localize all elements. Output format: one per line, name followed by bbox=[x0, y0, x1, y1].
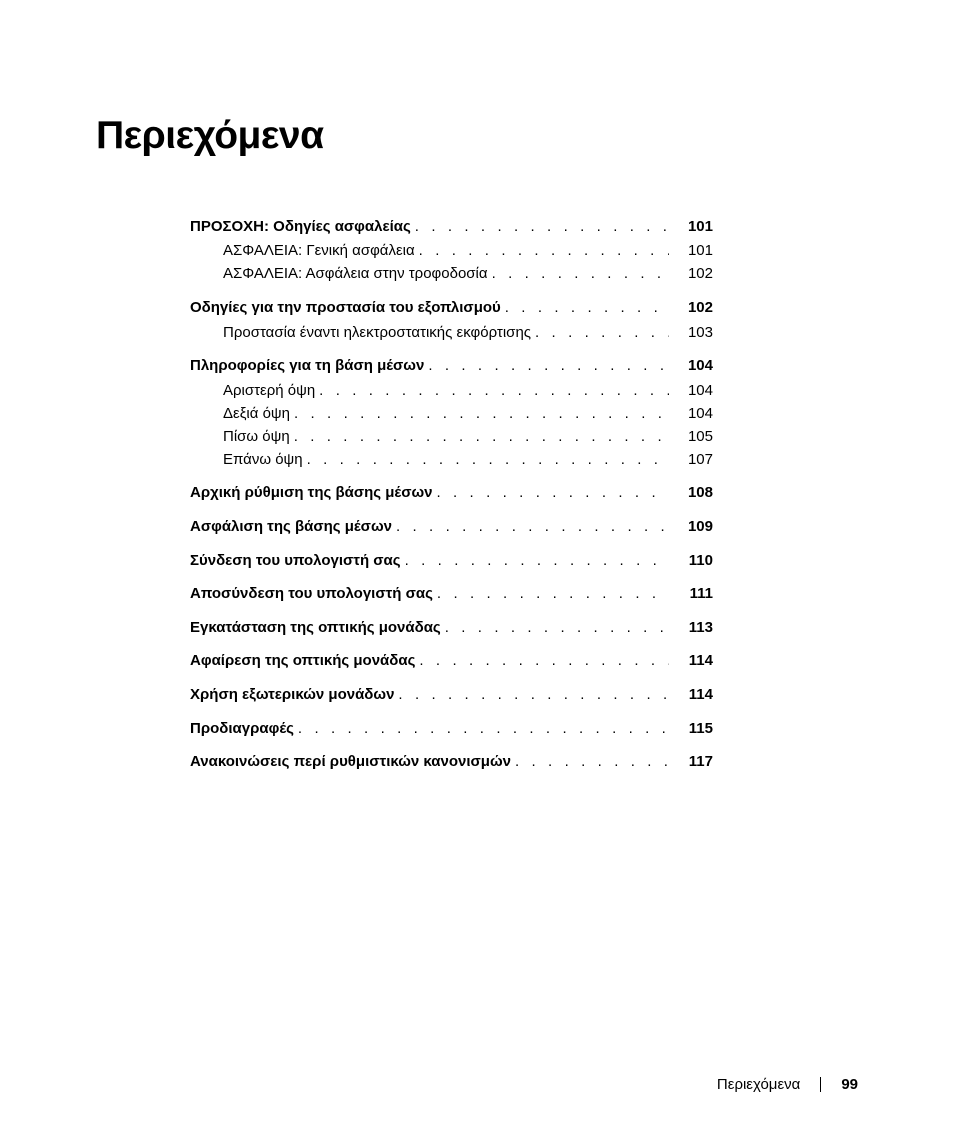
toc-entry-page: 113 bbox=[688, 619, 713, 636]
toc-entry-label: Επάνω όψη bbox=[223, 451, 303, 468]
toc-dot-leader bbox=[319, 380, 669, 402]
toc-entry-label: ΠΡΟΣΟΧΗ: Οδηγίες ασφαλείας bbox=[190, 218, 411, 235]
toc-subentry[interactable] bbox=[223, 380, 713, 402]
toc-dot-leader bbox=[415, 216, 669, 238]
toc-dot-leader bbox=[492, 263, 669, 285]
toc-entry-page: 104 bbox=[687, 357, 713, 374]
footer-section-title: Περιεχόμενα bbox=[716, 1076, 801, 1093]
footer-page-number: 99 bbox=[841, 1076, 858, 1093]
toc-entry-page: 108 bbox=[687, 484, 713, 501]
toc-entry[interactable] bbox=[190, 751, 713, 773]
toc-dot-leader bbox=[398, 684, 669, 706]
toc-entry-label: Ανακοινώσεις περί ρυθμιστικών κανονισμών bbox=[190, 753, 511, 770]
toc-subentry[interactable] bbox=[223, 403, 713, 425]
toc-entry-label: Οδηγίες για την προστασία του εξοπλισμού bbox=[190, 299, 501, 316]
toc-dot-leader bbox=[437, 583, 669, 605]
page-footer bbox=[717, 1076, 858, 1093]
toc-dot-leader bbox=[294, 426, 669, 448]
toc-dot-leader bbox=[436, 482, 669, 504]
toc-entry-page: 107 bbox=[687, 451, 713, 468]
toc-entry-label: Χρήση εξωτερικών μονάδων bbox=[190, 686, 395, 703]
page-title: Περιεχόμενα bbox=[96, 114, 324, 157]
toc-entry-label: Αριστερή όψη bbox=[223, 382, 316, 399]
toc-entry-page: 111 bbox=[689, 585, 713, 602]
toc-subentry[interactable] bbox=[223, 322, 713, 344]
toc-entry-page: 101 bbox=[687, 242, 713, 259]
toc-entry-label: Αφαίρεση της οπτικής μονάδας bbox=[190, 652, 416, 669]
toc-entry[interactable] bbox=[190, 297, 713, 319]
toc-entry-page: 103 bbox=[687, 324, 713, 341]
toc-entry-label: Εγκατάσταση της οπτικής μονάδας bbox=[190, 619, 441, 636]
toc-entry[interactable] bbox=[190, 216, 713, 238]
toc-entry[interactable] bbox=[190, 617, 713, 639]
toc-dot-leader bbox=[505, 297, 669, 319]
toc-entry-page: 102 bbox=[687, 265, 713, 282]
toc-dot-leader bbox=[396, 516, 669, 538]
toc-entry[interactable] bbox=[190, 684, 713, 706]
toc-entry-page: 110 bbox=[688, 552, 713, 569]
toc-entry-label: Σύνδεση του υπολογιστή σας bbox=[190, 552, 401, 569]
toc-dot-leader bbox=[307, 449, 669, 471]
toc-entry-label: ΑΣΦΑΛΕΙΑ: Ασφάλεια στην τροφοδοσία bbox=[223, 265, 488, 282]
toc-dot-leader bbox=[445, 617, 669, 639]
toc-dot-leader bbox=[515, 751, 669, 773]
toc-entry-page: 101 bbox=[687, 218, 713, 235]
toc-entry-label: Πληροφορίες για τη βάση μέσων bbox=[190, 357, 425, 374]
toc-entry-page: 109 bbox=[687, 518, 713, 535]
toc-entry-label: Αποσύνδεση του υπολογιστή σας bbox=[190, 585, 433, 602]
toc-entry[interactable] bbox=[190, 550, 713, 572]
toc-entry[interactable] bbox=[190, 650, 713, 672]
toc-entry[interactable] bbox=[190, 482, 713, 504]
toc-entry-page: 117 bbox=[688, 753, 713, 770]
toc-subentry[interactable] bbox=[223, 426, 713, 448]
toc-subentry[interactable] bbox=[223, 240, 713, 262]
toc-subentry[interactable] bbox=[223, 263, 713, 285]
toc-entry[interactable] bbox=[190, 516, 713, 538]
toc-entry-page: 104 bbox=[687, 382, 713, 399]
toc-dot-leader bbox=[535, 322, 669, 344]
toc-entry-label: Αρχική ρύθμιση της βάσης μέσων bbox=[190, 484, 433, 501]
toc-entry-page: 102 bbox=[687, 299, 713, 316]
toc-entry-label: Ασφάλιση της βάσης μέσων bbox=[190, 518, 392, 535]
toc-entry-label: Προδιαγραφές bbox=[190, 720, 294, 737]
toc-entry-label: Πίσω όψη bbox=[223, 428, 290, 445]
toc-entry-page: 104 bbox=[687, 405, 713, 422]
toc-entry-page: 114 bbox=[688, 652, 713, 669]
toc-entry[interactable] bbox=[190, 718, 713, 740]
toc-entry-label: Προστασία έναντι ηλεκτροστατικής εκφόρτισης bbox=[223, 324, 532, 341]
toc-dot-leader bbox=[419, 240, 669, 262]
footer-divider bbox=[820, 1077, 821, 1092]
toc-subentry[interactable] bbox=[223, 449, 713, 471]
toc-entry[interactable] bbox=[190, 355, 713, 377]
toc-entry-page: 115 bbox=[688, 720, 713, 737]
toc-entry[interactable] bbox=[190, 583, 713, 605]
toc-dot-leader bbox=[294, 403, 669, 425]
toc-dot-leader bbox=[428, 355, 669, 377]
toc-entry-label: ΑΣΦΑΛΕΙΑ: Γενική ασφάλεια bbox=[223, 242, 415, 259]
toc-dot-leader bbox=[298, 718, 669, 740]
toc-entry-page: 114 bbox=[688, 686, 713, 703]
toc-entry-label: Δεξιά όψη bbox=[223, 405, 290, 422]
toc-dot-leader bbox=[405, 550, 669, 572]
toc-entry-page: 105 bbox=[687, 428, 713, 445]
toc-dot-leader bbox=[419, 650, 669, 672]
